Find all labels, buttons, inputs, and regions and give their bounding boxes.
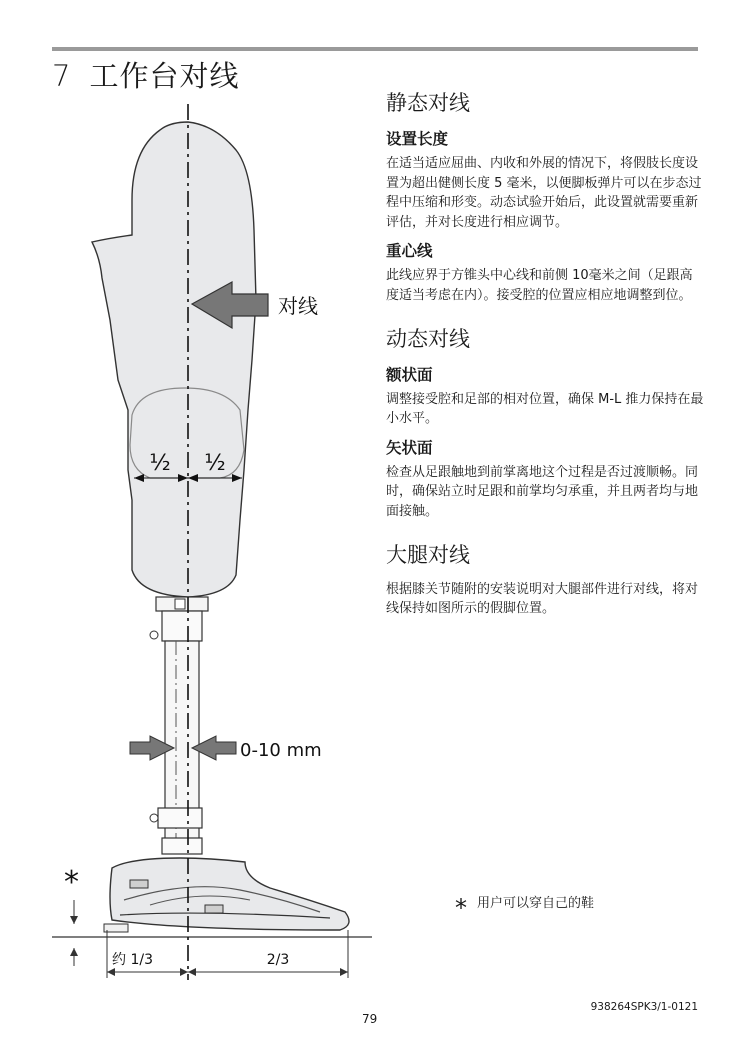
chapter-number: 7: [52, 59, 72, 93]
length-title: 设置长度: [386, 130, 449, 148]
section-thigh: [386, 540, 704, 619]
length-body: 在适当适应屈曲、内收和外展的情况下，将假肢长度设置为超出健侧长度 5 毫米，以便脚板弹片可以在步态过程中压缩和形变。动态试验开始后，此设置就需要重新评估，并对长度进行相应调节。: [386, 156, 702, 230]
frontal-title: 额状面: [386, 365, 433, 384]
document-code: 938264SPK3/1-0121: [590, 1001, 698, 1013]
gravity-body: 此线应界于方锥头中心线和前侧 10毫米之间（足跟高度适当考虑在内）。接受腔的位置应相应地调整到位。: [386, 268, 693, 303]
offset-label: 0-10 mm: [240, 740, 322, 761]
shoe-star: *: [64, 865, 79, 900]
socket-shape: [92, 122, 256, 597]
dynamic-heading: 动态对线: [386, 326, 470, 351]
thigh-body: 根据膝关节随附的安装说明对大腿部件进行对线，将对线保持如图所示的假脚位置。: [386, 581, 699, 617]
footnote: [455, 894, 607, 922]
frontal-body: 调整接受腔和足部的相对位置，确保 M-L 推力保持在最小水平。: [386, 391, 704, 427]
static-heading: 静态对线: [386, 91, 470, 115]
instructions-column: [386, 88, 704, 627]
top-rule: [52, 47, 698, 51]
foot-label-left: 约 1/3: [112, 952, 153, 968]
alignment-arrow-label: 对线: [278, 294, 318, 318]
heel-block: [104, 924, 128, 932]
sagittal-body: 检查从足跟触地到前掌离地这个过程是否过渡顺畅。同时，确保站立时足跟和前掌均匀承重，并且两者均与地面接触。: [386, 464, 699, 519]
gravity-title: 重心线: [386, 242, 433, 261]
prosthesis-alignment-illustration: [40, 90, 380, 990]
thigh-heading: 大腿对线: [386, 542, 470, 567]
footnote-text: 用户可以穿自己的鞋: [477, 896, 595, 911]
foot-label-right: 2/3: [266, 952, 290, 968]
section-dynamic: [386, 324, 704, 522]
page-number: 79: [362, 1012, 378, 1026]
half-label-left: ½: [149, 451, 171, 476]
half-label-right: ½: [204, 451, 226, 476]
footnote-symbol: *: [455, 894, 467, 922]
section-static: [386, 88, 704, 306]
sagittal-title: 矢状面: [386, 438, 433, 457]
chapter-title-text: 工作台对线: [89, 59, 240, 93]
chapter-title: [52, 54, 239, 95]
